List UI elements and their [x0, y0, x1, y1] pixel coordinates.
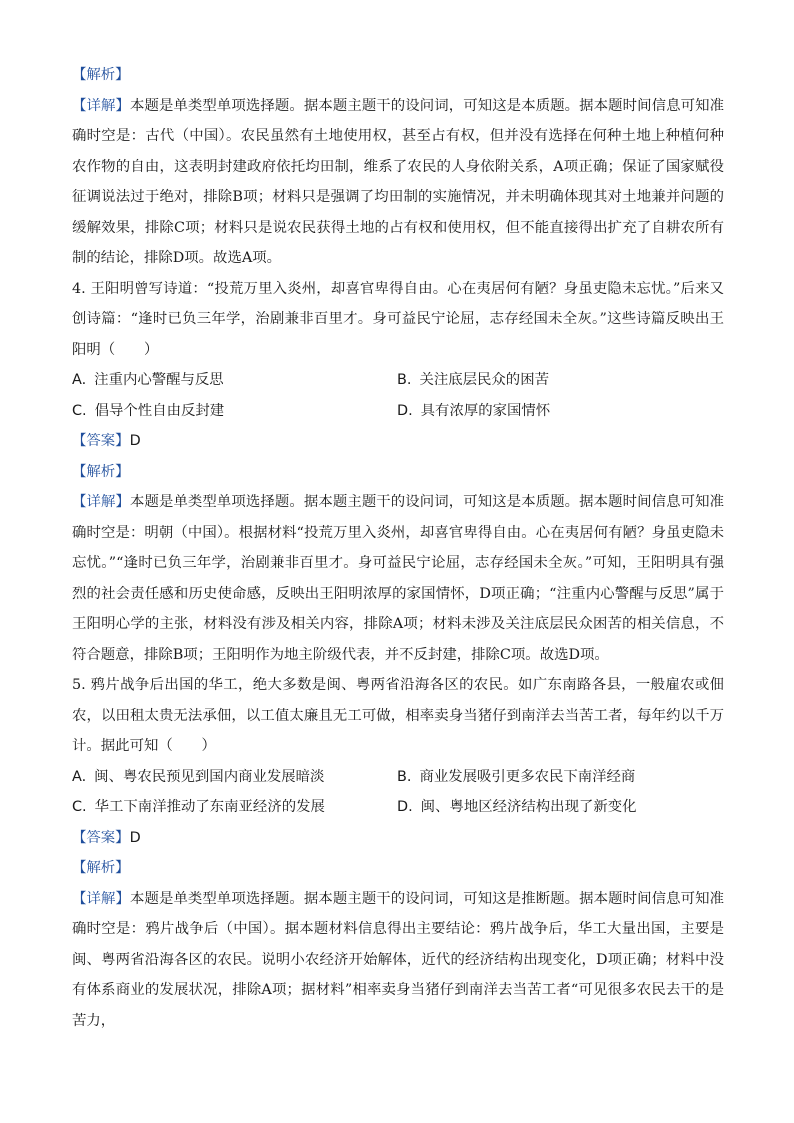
answer-value: D: [129, 829, 141, 846]
answer-value: D: [129, 433, 141, 449]
option-c: [72, 396, 397, 427]
option-key: D.: [397, 402, 413, 419]
detail-text: 本题是单类型单项选择题。据本题主题干的设问词，可知这是本质题。据本题时间信息可知准确时空是：明朝（中国）。根据材料“投荒万里入炎州，却喜官卑得自由。心在夷居何有陋？身虽吏隐未忘忧。”“逢时已负三年学，治剧兼非百里才。身可益民宁论屈，志存经国未全灰。”可知，王阳明具有强烈的社会责任感和历史使命感，反映出王阳明浓厚的家国情怀，D项正确；“注重内心警醒与反思”属于王阳明心学的主张，材料没有涉及相关内容，排除A项；材料未涉及关注底层民众困苦的相关信息，不符合题意，排除B项；王阳明作为地主阶级代表，并不反封建，排除C项。故选D项。: [72, 494, 724, 663]
question-4-stem: 4. 王阳明曾写诗道：“投荒万里入炎州，却喜官卑得自由。心在夷居何有陋？身虽吏隐未忘忧。”后来又创诗篇：“逢时已负三年学，治剧兼非百里才。身可益民宁论屈，志存经国未全灰。”这些诗篇反映出王阳明（ ）: [72, 280, 724, 358]
option-key: C.: [72, 402, 87, 419]
option-text: 闽、粤地区经济结构出现了新变化: [420, 799, 637, 815]
analysis-line-q4: [72, 457, 724, 488]
analysis-label-q3: [72, 60, 724, 91]
option-key: C.: [72, 799, 87, 815]
option-a: [72, 762, 397, 793]
option-a: [72, 365, 397, 396]
answer-label: 【答案】: [72, 829, 130, 846]
analysis-label: 【解析】: [72, 67, 130, 83]
question-5-options: [72, 762, 724, 823]
option-text: 商业发展吸引更多农民下南洋经商: [419, 768, 636, 785]
answer-line-q5: [72, 823, 724, 854]
option-b: [397, 762, 724, 793]
option-key: B.: [397, 768, 412, 785]
option-b: [397, 365, 724, 396]
option-key: D.: [397, 799, 413, 815]
answer-label: 【答案】: [72, 433, 130, 449]
option-key: A.: [72, 372, 87, 388]
option-text: 闽、粤农民预见到国内商业发展暗淡: [94, 768, 325, 785]
detail-label: 【详解】: [72, 97, 130, 114]
detail-label: 【详解】: [72, 890, 130, 907]
detail-label: 【详解】: [72, 494, 130, 510]
question-4-options: [72, 365, 724, 426]
option-text: 倡导个性自由反封建: [94, 402, 225, 419]
document-page: [72, 60, 724, 1036]
option-key: A.: [72, 768, 87, 785]
detail-text: 本题是单类型单项选择题。据本题主题干的设问词，可知这是本质题。据本题时间信息可知准确时空是：古代（中国）。农民虽然有土地使用权，甚至占有权，但并没有选择在何种土地上种植何种农作物的自由，这表明封建政府依托均田制，维系了农民的人身依附关系，A项正确；保证了国家赋役征调说法过于绝对，排除B项；材料只是强调了均田制的实施情况，并未明确体现其对土地兼并问题的缓解效果，排除C项；材料只是说农民获得土地的占有权和使用权，但不能直接得出扩充了自耕农所有制的结论，排除D项。故选A项。: [72, 97, 724, 266]
option-c: [72, 792, 397, 823]
analysis-label: 【解析】: [72, 860, 130, 876]
option-text: 华工下南洋推动了东南亚经济的发展: [94, 799, 325, 815]
answer-line-q4: [72, 426, 724, 457]
option-d: [397, 396, 724, 427]
detail-text: 本题是单类型单项选择题。据本题主题干的设问词，可知这是推断题。据本题时间信息可知准确时空是：鸦片战争后（中国）。据本题材料信息得出主要结论：鸦片战争后，华工大量出国，主要是闽、粤两省沿海各区的农民。说明小农经济开始解体，近代的经济结构出现变化，D项正确；材料中没有体系商业的发展状况，排除A项；据材料”相率卖身当猪仔到南洋去当苦工者“可见很多农民去干的是苦力，: [72, 890, 724, 1029]
analysis-label: 【解析】: [72, 463, 130, 480]
question-5-stem: 5. 鸦片战争后出国的华工，绝大多数是闽、粤两省沿海各区的农民。如广东南路各县，一般雇农或佃农，以田租太贵无法承佃，以工值太廉且无工可做，相率卖身当猪仔到南洋去当苦工者，每年约以千万计。据此可知（ ）: [72, 677, 724, 754]
option-text: 注重内心警醒与反思: [94, 372, 224, 388]
detail-paragraph-q5: [72, 884, 724, 1037]
option-d: [397, 792, 724, 823]
analysis-line-q5: [72, 853, 724, 884]
detail-paragraph-q4: [72, 487, 724, 670]
detail-paragraph-q3: [72, 91, 724, 274]
option-text: 具有浓厚的家国情怀: [420, 402, 551, 419]
option-key: B.: [397, 372, 412, 388]
option-text: 关注底层民众的困苦: [419, 372, 549, 388]
